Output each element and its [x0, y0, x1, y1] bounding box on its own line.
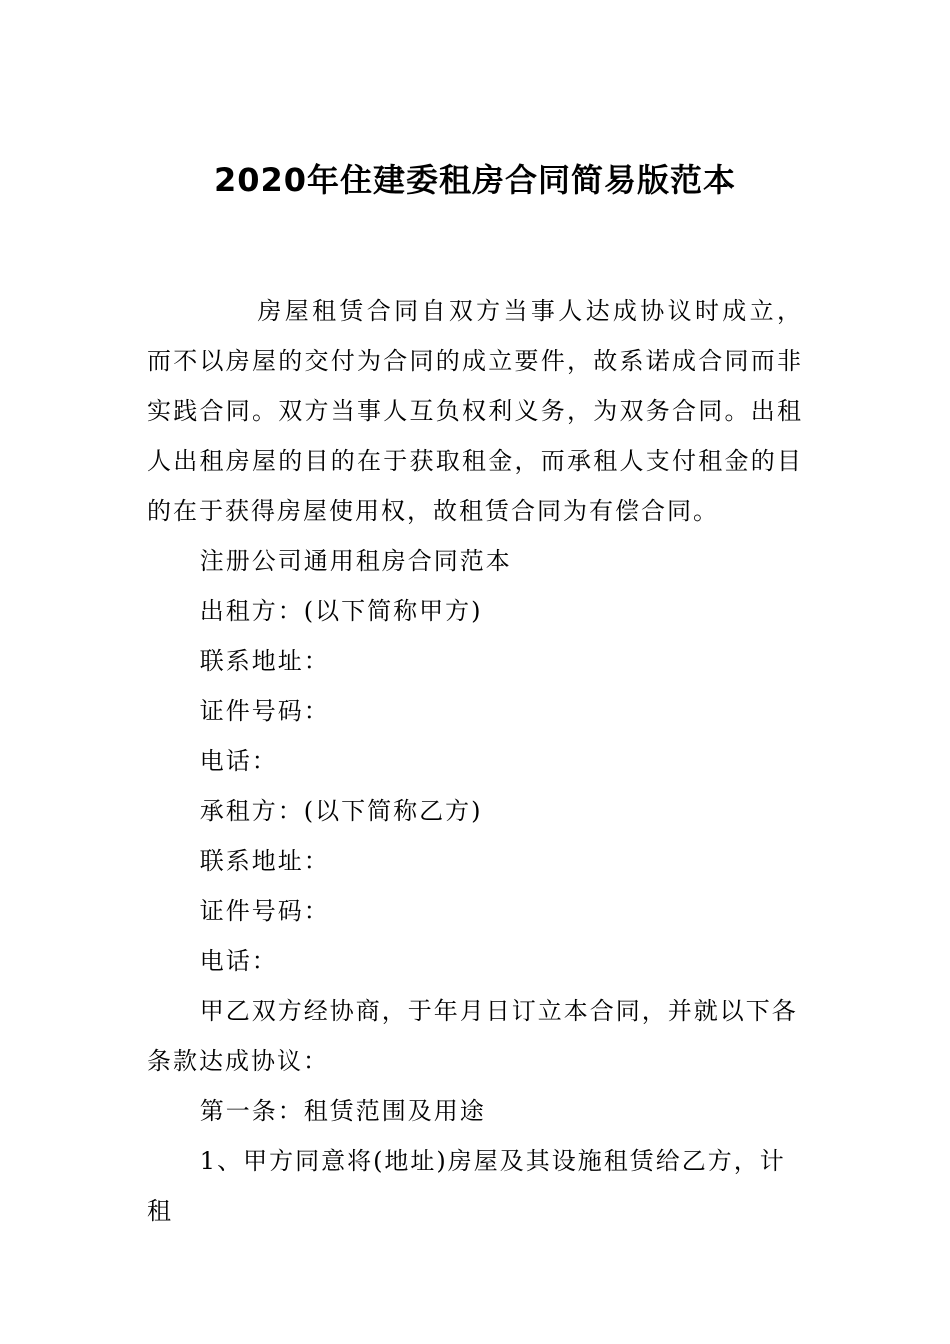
lessee-phone-line: 电话： [199, 947, 278, 975]
lessor-phone-line: 电话： [199, 747, 278, 775]
agreement-paragraph: 甲乙双方经协商，于年月日订立本合同，并就以下各条款达成协议： [147, 997, 798, 1075]
lessor-address-line: 联系地址： [199, 647, 330, 675]
document-title: 2020年住建委租房合同简易版范本 [213, 161, 737, 199]
article-one-clause-1: 1、甲方同意将(地址)房屋及其设施租赁给乙方，计租 [147, 1147, 786, 1225]
lessor-line: 出租方：(以下简称甲方) [199, 597, 483, 625]
template-heading: 注册公司通用租房合同范本 [199, 547, 512, 575]
document-body [147, 286, 803, 1236]
article-one-heading: 第一条：租赁范围及用途 [199, 1097, 486, 1125]
lessee-address-line: 联系地址： [199, 847, 330, 875]
intro-paragraph: 房屋租赁合同自双方当事人达成协议时成立，而不以房屋的交付为合同的成立要件，故系诺成合同而非实践合同。双方当事人互负权利义务，为双务合同。出租人出租房屋的目的在于获取租金，而承租人支付租金的目的在于获得房屋使用权，故租赁合同为有偿合同。 [147, 297, 803, 525]
lessee-id-line: 证件号码： [199, 897, 330, 925]
lessee-line: 承租方：(以下简称乙方) [199, 797, 483, 825]
lessor-id-line: 证件号码： [199, 697, 330, 725]
